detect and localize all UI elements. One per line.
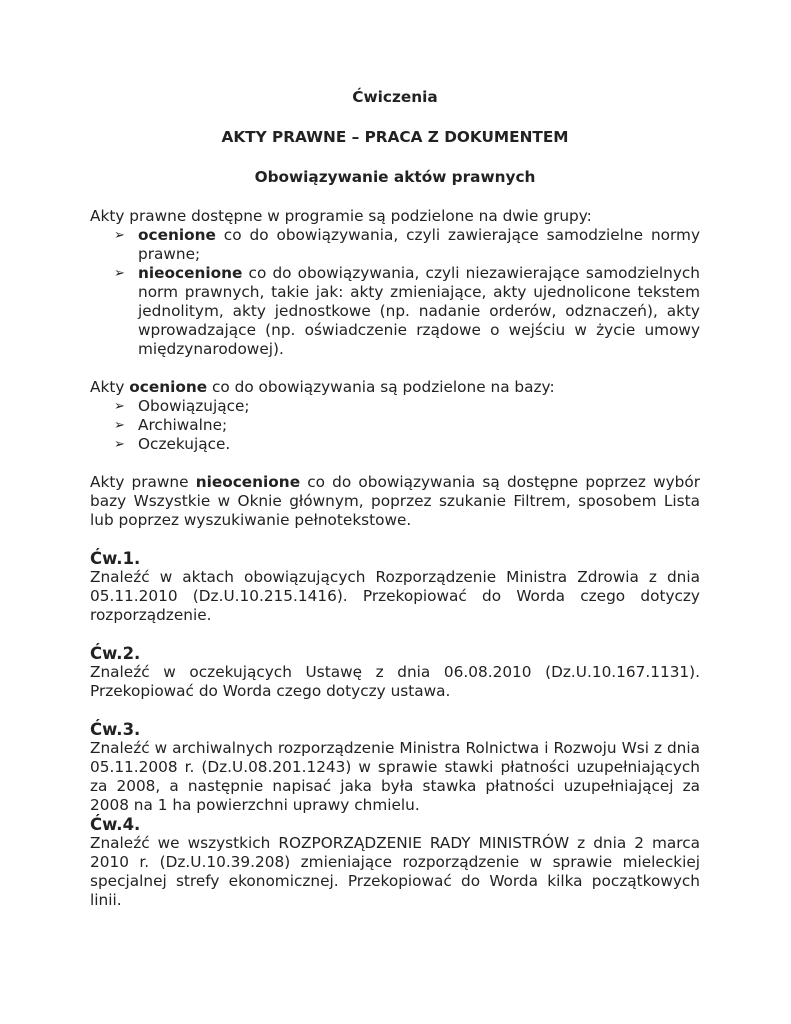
exercise-body: Znaleźć we wszystkich ROZPORZĄDZENIE RADY MINISTRÓW z dnia 2 marca 2010 r. (Dz.U.10.39.208) zmieniające rozporządzenie w sprawie mieleckiej specjalnej strefy ekonomicznej. Przekopiować do Worda kilka początkowych linii. bbox=[90, 834, 700, 909]
exercise-body: Znaleźć w oczekujących Ustawę z dnia 06.08.2010 (Dz.U.10.167.1131). Przekopiować do Worda czego dotyczy ustawa. bbox=[90, 663, 700, 700]
exercise-body: Znaleźć w archiwalnych rozporządzenie Ministra Rolnictwa i Rozwoju Wsi z dnia 05.11.2008 r. (Dz.U.08.201.1243) w sprawie stawki płatności uzupełniających za 2008, a następnie napisać jaka była stawka płatności uzupełniającej za 2008 na 1 ha powierzchni uprawy chmielu. bbox=[90, 739, 700, 814]
exercise-1 bbox=[90, 549, 700, 625]
exercise-2 bbox=[90, 644, 700, 701]
list-item bbox=[90, 226, 700, 264]
arrow-bullet-icon: ➢ bbox=[114, 437, 125, 452]
intro-text: Akty prawne dostępne w programie są podzielone na dwie grupy: bbox=[90, 207, 592, 225]
intro-section bbox=[90, 207, 700, 359]
nieocenione-text: Akty prawne nieocenione co do obowiązywania są dostępne poprzez wybór bazy Wszystkie w Oknie głównym, poprzez szukanie Filtrem, sposobem Lista lub poprzez wyszukiwanie pełnotekstowe. bbox=[90, 473, 700, 529]
bases-list bbox=[90, 397, 700, 454]
list-item: ➢ Obowiązujące; bbox=[114, 397, 250, 415]
term-bold: nieocenione bbox=[138, 264, 243, 282]
ocenione-section bbox=[90, 378, 700, 454]
term-description: co do obowiązywania, czyli zawierające samodzielne normy prawne; bbox=[138, 226, 700, 263]
exercise-3 bbox=[90, 720, 700, 815]
exercise-title: Ćw.3. bbox=[90, 720, 141, 739]
exercise-4 bbox=[90, 815, 700, 910]
arrow-bullet-icon: ➢ bbox=[114, 266, 125, 281]
list-item bbox=[90, 264, 700, 359]
exercise-title: Ćw.2. bbox=[90, 644, 141, 663]
ocenione-text: Akty ocenione co do obowiązywania są podzielone na bazy: bbox=[90, 378, 555, 396]
intro-list bbox=[90, 226, 700, 359]
exercise-title: Ćw.4. bbox=[90, 815, 141, 834]
list-item: ➢ Archiwalne; bbox=[114, 416, 228, 434]
main-title: Ćwiczenia bbox=[352, 88, 438, 106]
exercise-body: Znaleźć w aktach obowiązujących Rozporządzenie Ministra Zdrowia z dnia 05.11.2010 (Dz.U.10.215.1416). Przekopiować do Worda czego dotyczy rozporządzenie. bbox=[90, 568, 700, 624]
list-item: ➢ Oczekujące. bbox=[114, 435, 231, 453]
subtitle: AKTY PRAWNE – PRACA Z DOKUMENTEM bbox=[221, 128, 569, 146]
term-description: co do obowiązywania, czyli niezawierające samodzielnych norm prawnych, takie jak: akty zmieniające, akty ujednolicone tekstem jednolitym, akty jednostkowe (np. nadanie orderów, odznaczeń), akty wprowadzające (np. oświadczenie rządowe o wejściu w życie umowy międzynarodowej). bbox=[138, 264, 700, 358]
arrow-bullet-icon: ➢ bbox=[114, 418, 125, 433]
term-bold: ocenione bbox=[138, 226, 216, 244]
exercise-title: Ćw.1. bbox=[90, 549, 141, 568]
arrow-bullet-icon: ➢ bbox=[114, 399, 125, 414]
document-page bbox=[90, 88, 700, 910]
arrow-bullet-icon: ➢ bbox=[114, 228, 125, 243]
section-title: Obowiązywanie aktów prawnych bbox=[254, 168, 536, 186]
